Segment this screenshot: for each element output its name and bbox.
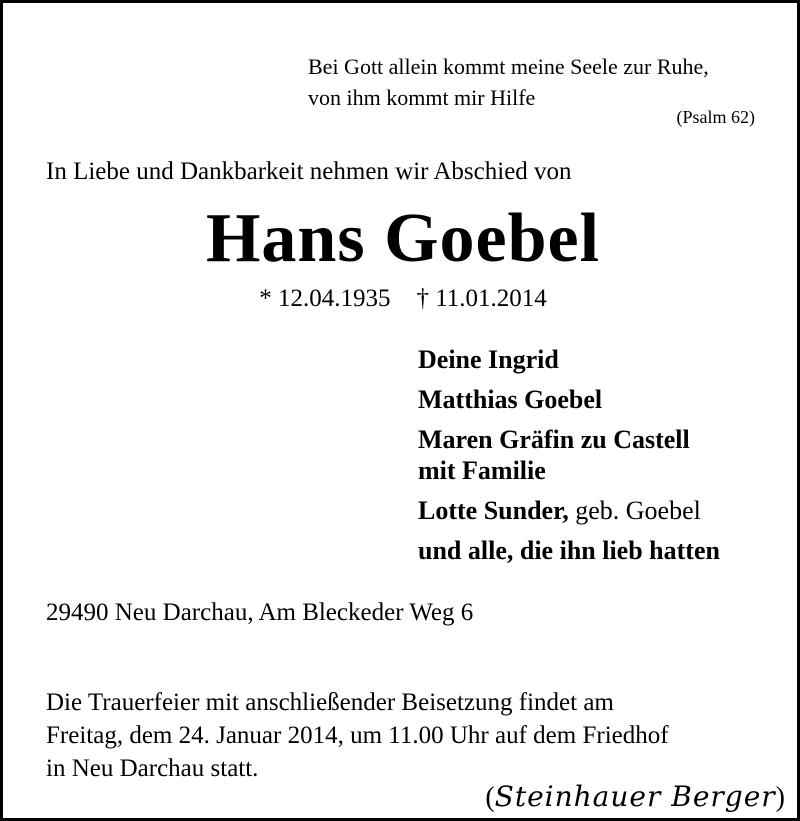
mourner-maren-family: mit Familie [418,456,546,485]
signature-open-paren: ( [485,782,495,813]
mourner-maren: Maren Gräfin zu Castell [418,425,690,454]
bible-verse [308,51,709,113]
birth-date: * 12.04.1935 [259,285,391,312]
family-address: 29490 Neu Darchau, Am Bleckeder Weg 6 [46,599,474,626]
mourner-ingrid: Deine Ingrid [418,345,559,374]
signature-text: Steinhauer Berger [494,780,776,813]
mourner-lotte-maiden-name: geb. Goebel [568,496,701,525]
mourner-all-others: und alle, die ihn lieb hatten [418,536,720,565]
funeral-announcement [46,686,669,785]
verse-reference: (Psalm 62) [676,107,755,127]
mourners-list [418,344,720,566]
mourner-lotte-name: Lotte Sunder, [418,496,569,525]
stonemason-signature [485,780,785,814]
mourner-matthias: Matthias Goebel [418,385,603,414]
signature-close-paren: ) [775,782,785,813]
verse-line-2: von ihm kommt mir Hilfe [308,85,536,110]
funeral-line-3: in Neu Darchau statt. [46,755,259,782]
death-date: † 11.01.2014 [416,285,547,312]
life-dates [3,285,800,313]
funeral-line-1: Die Trauerfeier mit anschließender Beisetzung findet am [46,689,614,716]
intro-text: In Liebe und Dankbarkeit nehmen wir Abschied von [46,158,572,185]
deceased-name: Hans Goebel [205,200,601,277]
mourner-lotte [418,495,720,526]
verse-line-1: Bei Gott allein kommt meine Seele zur Ruhe, [308,54,709,79]
funeral-line-2: Freitag, dem 24. Januar 2014, um 11.00 Uhr auf dem Friedhof [46,722,669,749]
